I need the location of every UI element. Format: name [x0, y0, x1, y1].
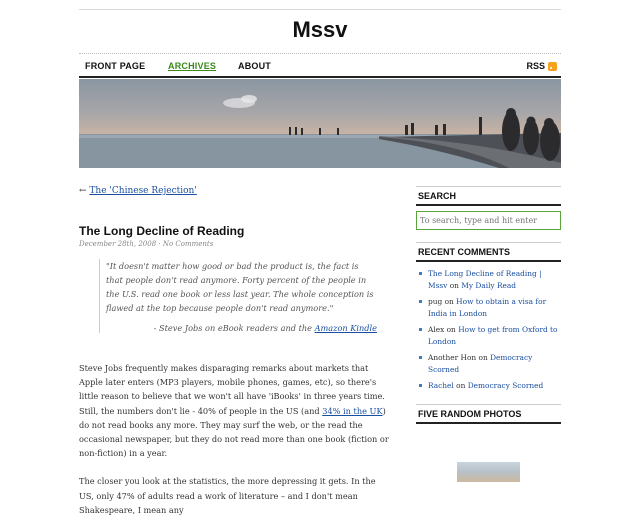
comment-item [416, 352, 561, 375]
comment-post-link[interactable]: Democracy Scorned [467, 381, 544, 390]
comment-author-link[interactable]: The Long Decline of Reading | Mssv [428, 269, 542, 290]
previous-post-nav [79, 186, 197, 196]
nav-item-archives[interactable]: ARCHIVES [168, 61, 217, 71]
comment-item [416, 380, 561, 392]
comment-on-text: on [449, 280, 459, 290]
post-paragraph-1 [79, 361, 393, 460]
random-photo-thumbnail[interactable] [457, 462, 520, 482]
comment-author: pug [428, 297, 443, 306]
comment-item [416, 296, 561, 319]
comment-post-link[interactable]: My Daily Read [461, 280, 517, 290]
paragraph-1-text-b: ) do not read books any more. They may surf the web, or the read the occasional newspaper, but they do not read more than one book (fiction or non-fiction) in a year. [79, 405, 389, 459]
amazon-kindle-link[interactable]: Amazon Kindle [314, 323, 377, 333]
rss-link[interactable] [526, 61, 557, 71]
nav-divider [79, 76, 561, 78]
comment-author-link[interactable]: Rachel [428, 381, 454, 390]
comment-on-text: on [456, 381, 466, 390]
title-divider [79, 53, 561, 54]
comment-item [416, 324, 561, 347]
comment-author: Alex [428, 325, 445, 334]
left-arrow-icon: ← [79, 186, 87, 196]
citation-text: - Steve Jobs on eBook readers and the [153, 323, 315, 333]
site-title[interactable]: Mssv [292, 17, 348, 42]
main-nav [79, 57, 561, 77]
comment-on-text: on [478, 353, 488, 362]
sidebar [416, 186, 561, 424]
post-meta: December 28th, 2008 · No Comments [79, 240, 214, 248]
recent-comments-heading: RECENT COMMENTS [416, 242, 561, 262]
nav-item-about[interactable]: ABOUT [238, 61, 271, 71]
comment-item [416, 268, 561, 291]
comment-author: Another Hon [428, 353, 477, 362]
header-banner-image [79, 79, 561, 168]
paragraph-1-text-a: Steve Jobs frequently makes disparaging remarks about markets that Apple later enters (MP3 players, mobile phones, games, etc), so there's little reason to believe that we won't all have 'iBooks' in three years time. Still, the numbers don't lie - 40% of people in the US (and [79, 363, 385, 416]
comment-post-link[interactable]: How to obtain a visa for India in London [428, 297, 547, 318]
uk-statistic-link[interactable]: 34% in the UK [322, 405, 383, 416]
post-blockquote [99, 259, 377, 333]
banner-scene [79, 79, 561, 168]
rss-label: RSS [526, 61, 545, 71]
comment-post-link[interactable]: How to get from Oxford to London [428, 325, 558, 346]
page-wrapper [79, 0, 561, 515]
random-photos-heading: FIVE RANDOM PHOTOS [416, 404, 561, 424]
quote-citation [106, 323, 377, 333]
nav-item-front-page[interactable]: FRONT PAGE [85, 61, 146, 71]
search-input[interactable] [416, 211, 561, 230]
search-heading: SEARCH [416, 186, 561, 206]
comment-on-text: on [446, 325, 456, 334]
rss-icon [548, 62, 557, 71]
comment-on-text: on [444, 297, 454, 306]
previous-post-link[interactable]: The 'Chinese Rejection' [89, 186, 197, 196]
post-paragraph-2: The closer you look at the statistics, the more depressing it gets. In the US, only 47% of adults read a work of literature – and I don't mean Shakespeare, I mean any [79, 476, 376, 515]
quote-text: "It doesn't matter how good or bad the product is, the fact is that people don't read anymore. Forty percent of the people in the U.S. read one book or less last year. The whole conception is flawed at the top because people don't read anymore." [106, 261, 374, 313]
comment-post-link[interactable]: Democracy Scorned [428, 353, 533, 374]
recent-comments-list [416, 268, 561, 392]
top-divider [79, 9, 561, 10]
post-title[interactable]: The Long Decline of Reading [79, 224, 245, 238]
post-body [79, 361, 393, 531]
